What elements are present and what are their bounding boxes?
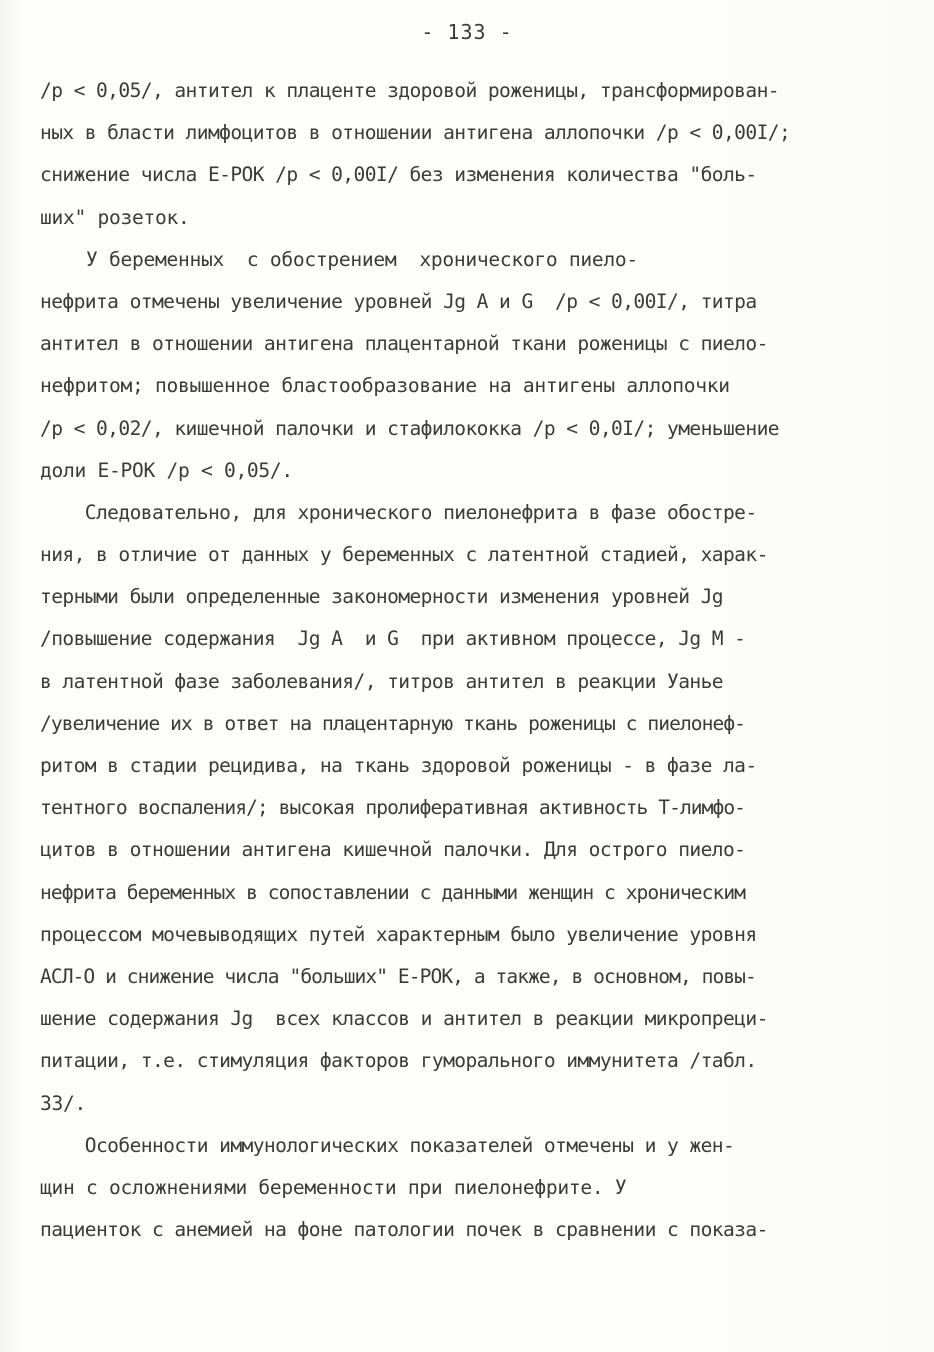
text-line: в латентной фазе заболевания/, титров антител в реакции Уанье bbox=[40, 669, 723, 693]
text-line: щин с осложнениями беременности при пиелонефрите. У bbox=[40, 1175, 627, 1199]
text-line: терными были определенные закономерности изменения уровней Jg bbox=[40, 585, 723, 609]
text-line: процессом мочевыводящих путей характерным было увеличение уровня bbox=[40, 922, 757, 946]
text-line: АСЛ-О и снижение числа "больших" Е-РОК, а также, в основном, повы- bbox=[40, 964, 756, 988]
text-line: ных в бласти лимфоцитов в отношении антигена аллопочки /p < 0,00I/; bbox=[40, 121, 791, 145]
text-line: нефрита отмечены увеличение уровней Jg A и G /p < 0,00I/, титра bbox=[40, 289, 757, 313]
text-line: /повышение содержания Jg A и G при активном процессе, Jg M - bbox=[40, 627, 746, 651]
text-line: доли Е-РОК /p < 0,05/. bbox=[40, 458, 293, 482]
text-line: /p < 0,05/, антител к плаценте здоровой роженицы, трансформирован- bbox=[40, 79, 779, 102]
text-line: снижение числа Е-РОК /p < 0,00I/ без изменения количества "боль- bbox=[40, 163, 757, 187]
text-line: У беременных с обострением хронического пиело- bbox=[40, 247, 638, 271]
text-line: 33/. bbox=[40, 1091, 86, 1115]
text-line: /p < 0,02/, кишечной палочки и стафилококка /p < 0,0I/; уменьшение bbox=[40, 416, 779, 440]
text-line: /увеличение их в ответ на плацентарную ткань роженицы с пиелонеф- bbox=[40, 711, 746, 735]
text-line: ния, в отличие от данных у беременных с латентной стадией, харак- bbox=[40, 543, 768, 567]
text-line: пациенток с анемией на фоне патологии почек в сравнении с показа- bbox=[40, 1218, 768, 1242]
page-number: - 133 - bbox=[421, 20, 513, 44]
text-line: ритом в стадии рецидива, на ткань здоровой роженицы - в фазе ла- bbox=[40, 754, 757, 777]
text-line: нефрита беременных в сопоставлении с данными женщин с хроническим bbox=[40, 880, 746, 904]
text-line: шение содержания Jg всех классов и антител в реакции микропреци- bbox=[40, 1007, 768, 1031]
text-line: Следовательно, для хронического пиелонефрита в фазе обостре- bbox=[40, 500, 757, 524]
text-line: питации, т.е. стимуляция факторов гуморального иммунитета /табл. bbox=[40, 1049, 757, 1073]
text-line: антител в отношении антигена плацентарной ткани роженицы с пиело- bbox=[40, 332, 768, 356]
body-text bbox=[40, 70, 900, 1251]
text-line: нефритом; повышенное бластообразование на антигены аллопочки bbox=[40, 374, 730, 398]
text-line: тентного воспаления/; высокая пролиферативная активность Т-лимфо- bbox=[40, 796, 746, 820]
text-line: цитов в отношении антигена кишечной палочки. Для острого пиело- bbox=[40, 838, 746, 862]
text-line: ших" розеток. bbox=[40, 205, 190, 229]
text-line: Особенности иммунологических показателей отмечены и у жен- bbox=[40, 1133, 735, 1157]
